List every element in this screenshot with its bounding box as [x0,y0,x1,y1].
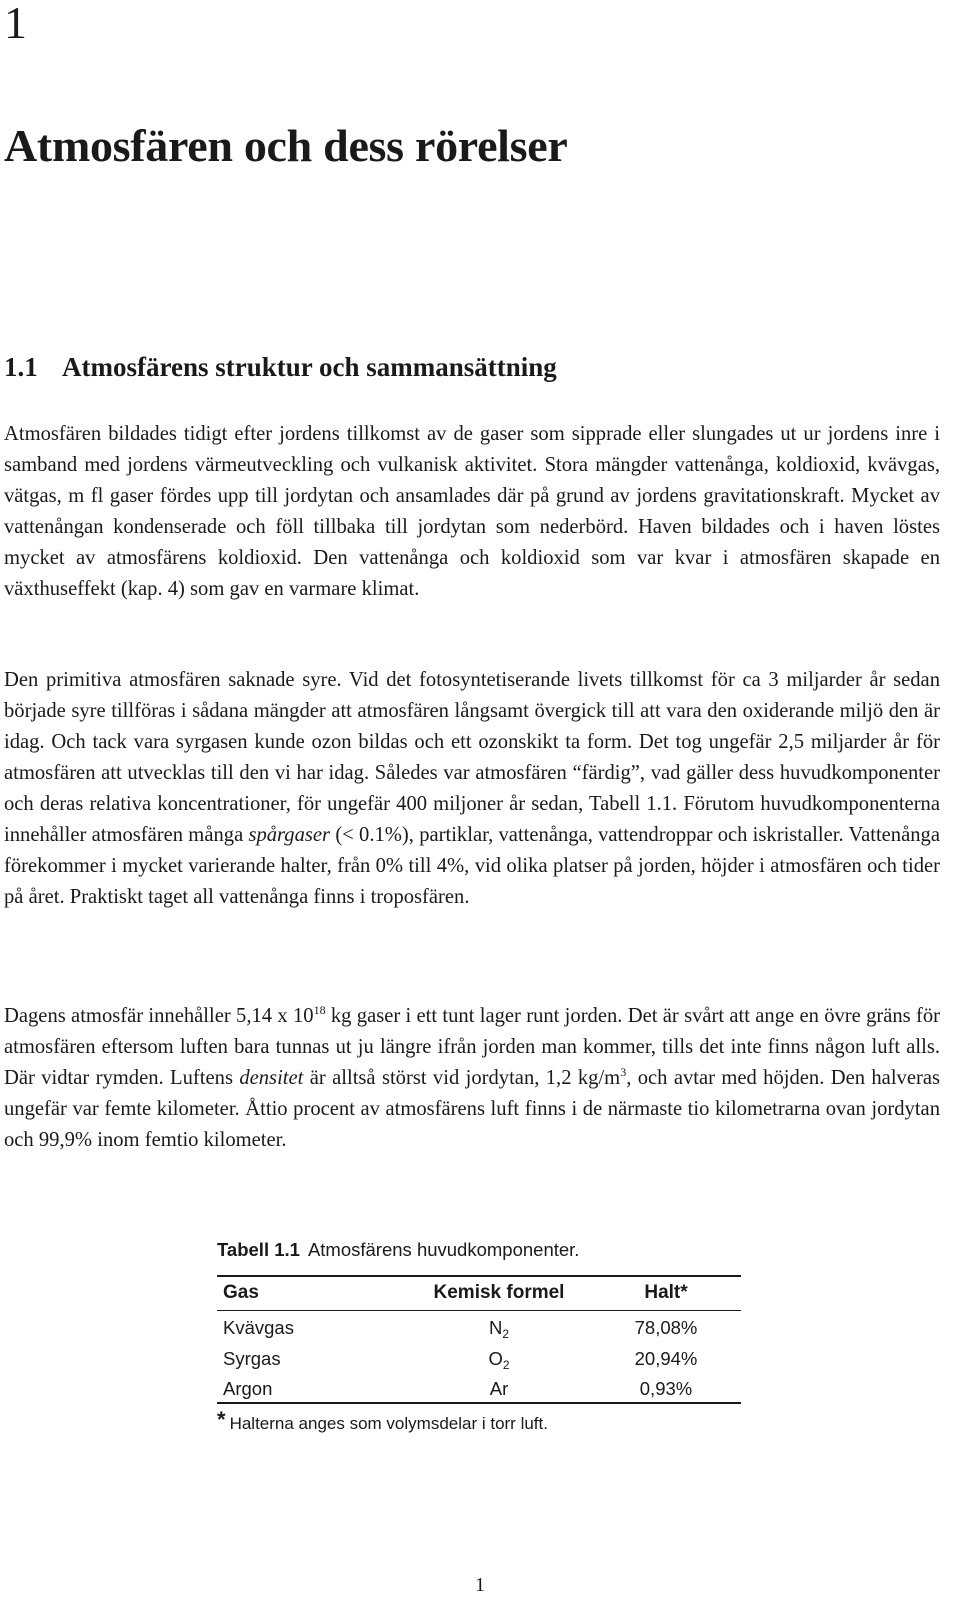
paragraph-mass-density [4,1001,940,1156]
table-cell-gas: Syrgas [223,1348,281,1369]
chapter-title: Atmosfären och dess rörelser [4,120,568,171]
table-header-formula: Kemisk formel [433,1282,565,1303]
table-caption [217,1238,579,1262]
table-label: Tabell 1.1 [217,1239,300,1260]
table-cell-share: 0,93% [639,1378,693,1399]
table-cell-share: 20,94% [634,1348,698,1369]
paragraph-text: Dagens atmosfär innehåller 5,14 x 10 [4,1005,314,1027]
table-header-share: Halt* [644,1282,688,1303]
table-cell-formula: $O_2$ [488,1348,510,1372]
table-bottom-rule [217,1402,741,1404]
table-header-rule [217,1310,741,1311]
paragraph-text: Den primitiva atmosfären saknade syre. Vid det fotosyntetiserande livets tillkomst för ca 3 miljarder år sedan började syre tillföras i sådana mängder att atmosfären långsamt övergick till att vara den oxiderande miljö den är idag. Och tack vara syrgasen kunde ozon bildas och ett ozonskikt ta form. Det tog ungefär 2,5 miljarder år för atmosfären att utvecklas till den vi har idag. Således var atmosfären “färdig”, vad gäller dess huvudkomponenter och deras relativa koncentrationer, för ungefär 400 miljoner år sedan, Tabell 1.1. Förutom huvudkomponenterna innehåller atmosfären många [4,669,940,846]
section-heading [4,350,557,384]
table-footnote [217,1407,548,1437]
paragraph-evolution [4,665,940,913]
paragraph-text: är alltså störst vid jordytan, 1,2 kg/m [303,1067,621,1089]
paragraph-text: , och avtar med höjden. Den halveras ungefär var femte kilometer. Åttio procent av atmosfärens luft finns i de närmaste tio kilometrarna ovan jordytan och 99,9% inom femtio kilometer. [4,1067,940,1151]
table-cell-formula: $N_2$ [488,1317,510,1341]
footnote-text: Halterna anges som volymsdelar i torr luft. [229,1414,548,1433]
chapter-number: 1 [4,0,27,48]
table-cell-formula: Ar [489,1378,509,1399]
exponent: 18 [313,1003,326,1017]
table-cell-gas: Kvävgas [223,1317,294,1338]
footnote-mark: * [217,1407,226,1432]
exponent: 3 [620,1065,627,1079]
table-cell-gas: Argon [223,1378,273,1399]
table-cell-share: 78,08% [634,1317,698,1338]
paragraph-text: kg gaser i ett tunt lager runt jorden. Det är svårt att ange en övre gräns för atmosfären eftersom luften bara tunnas ut ju längre ifrån jorden man kommer, tills det inte finns någon luft alls. Där vidtar rymden. Luftens [4,1005,940,1089]
paragraph-text: (< 0.1%), partiklar, vattenånga, vattendroppar och iskristaller. Vattenånga förekommer i mycket varierande halter, från 0% till 4%, vid olika platser på jorden, höjder i atmosfären och tider på året. Praktiskt taget all vattenånga finns i troposfären. [4,824,940,908]
table-top-rule [217,1275,741,1277]
section-title: Atmosfärens struktur och sammansättning [62,352,557,382]
section-number: 1.1 [4,352,38,382]
paragraph-origin: Atmosfären bildades tidigt efter jordens tillkomst av de gaser som sipprade eller slungades ut ur jordens inre i samband med jordens värmeutveckling och vulkanisk aktivitet. Stora mängder vattenånga, koldioxid, kvävgas, vätgas, m fl gaser fördes upp till jordytan och ansamlades där på grund av jordens gravitationskraft. Mycket av vattenångan kondenserade och föll tillbaka till jordytan som nederbörd. Haven bildades och i haven löstes mycket av atmosfärens koldioxid. Den vattenånga och koldioxid som var kvar i atmosfären skapade en växthuseffekt (kap. 4) som gav en varmare klimat. [4,423,940,600]
table-header-gas: Gas [223,1282,259,1303]
table-caption-text: Atmosfärens huvudkomponenter. [307,1239,580,1260]
emphasis-term: densitet [239,1067,304,1089]
emphasis-term: spårgaser [248,824,331,846]
page-number: 1 [475,1574,485,1596]
